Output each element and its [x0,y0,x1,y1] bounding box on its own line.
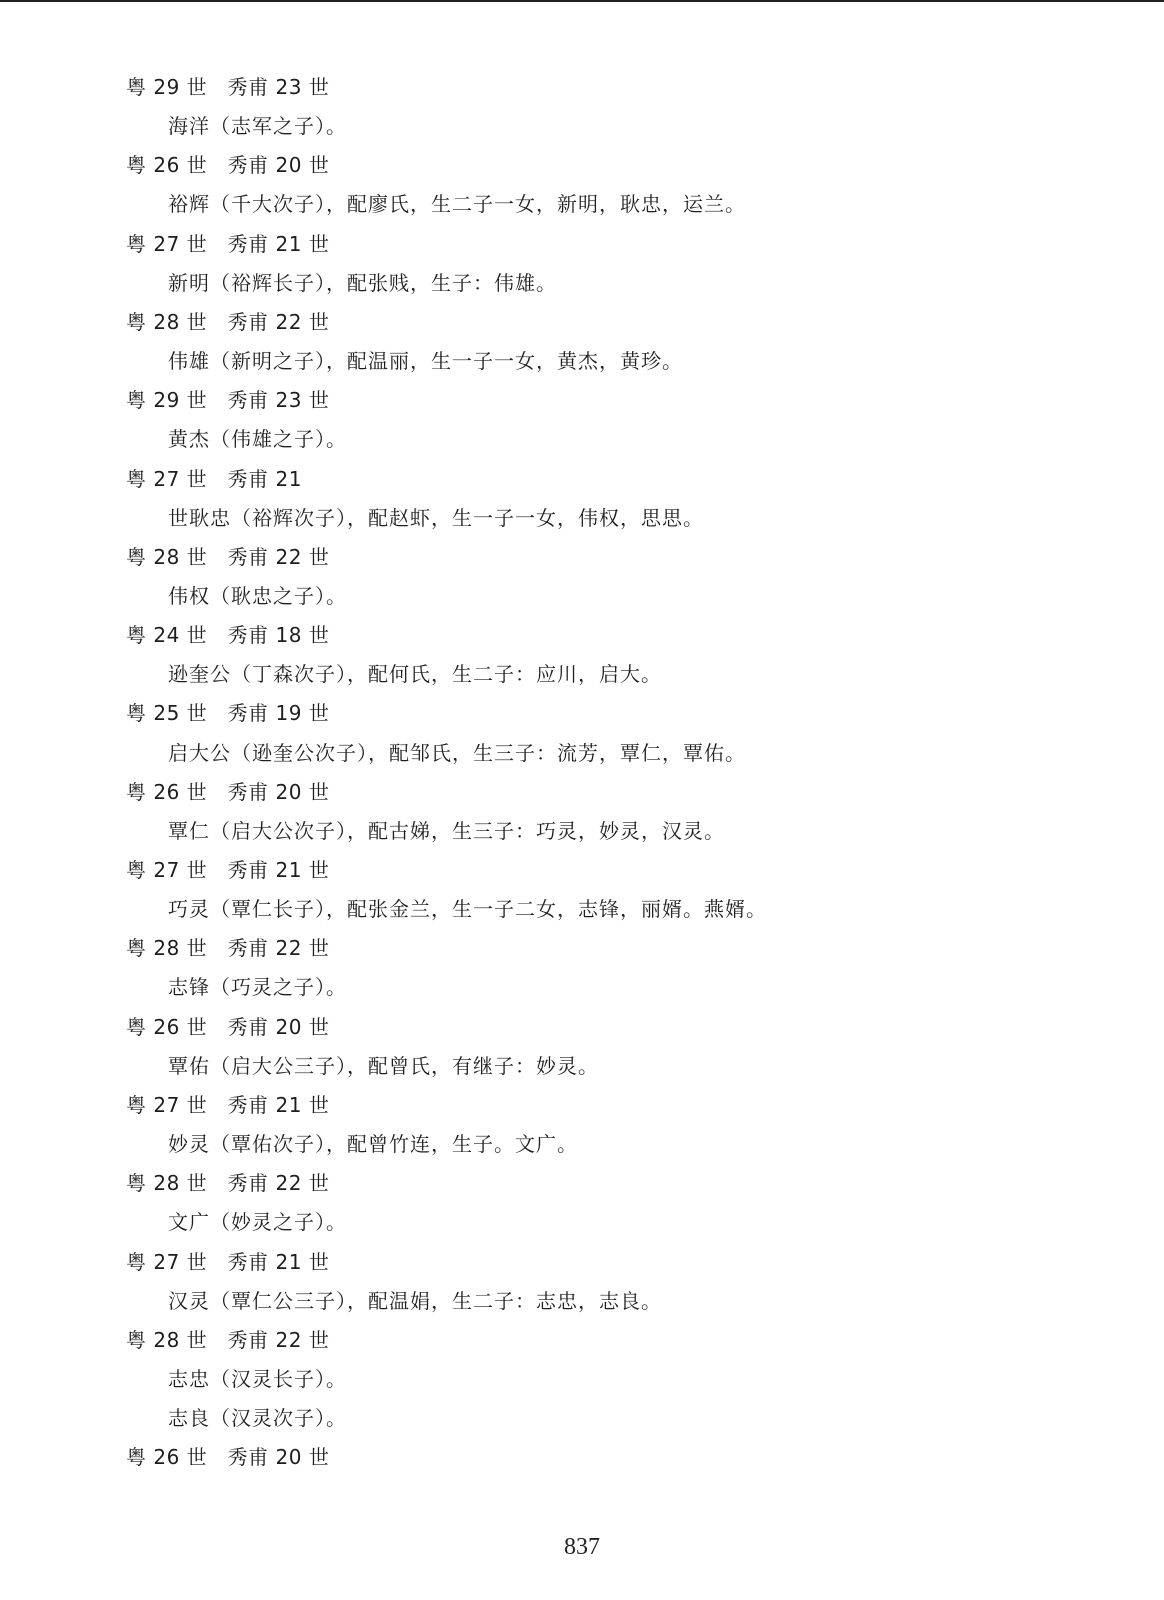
lineage-entry: 海洋（志军之子）。 [168,114,347,139]
lineage-entry: 启大公（逊奎公次子），配邹氏，生三子：流芳，覃仁，覃佑。 [168,740,746,765]
generation-heading: 粤 27 世 秀甫 21 世 [126,858,330,882]
lineage-entry: 裕辉（千大次子），配廖氏，生二子一女，新明，耿忠，运兰。 [168,192,746,217]
page-number: 837 [564,1534,600,1560]
generation-heading: 粤 29 世 秀甫 23 世 [126,75,330,99]
generation-heading: 粤 27 世 秀甫 21 世 [126,1249,330,1274]
lineage-entry: 巧灵（覃仁长子），配张金兰，生一子二女，志锋，丽婿。燕婿。 [168,897,767,922]
generation-heading: 粤 26 世 秀甫 20 世 [126,1014,330,1039]
generation-heading: 粤 29 世 秀甫 23 世 [126,388,330,413]
lineage-entry: 伟权（耿忠之子）。 [168,584,347,608]
generation-heading: 粤 26 世 秀甫 20 世 [126,153,330,178]
lineage-entry: 文广（妙灵之子）。 [168,1210,347,1235]
generation-heading: 粤 27 世 秀甫 21 世 [126,1092,330,1117]
top-border-rule [0,0,1164,2]
generation-heading: 粤 28 世 秀甫 22 世 [126,1171,330,1196]
generation-heading: 粤 26 世 秀甫 20 世 [126,779,330,804]
lineage-entry: 志良（汉灵次子）。 [168,1406,347,1431]
lineage-entry: 逊奎公（丁森次子），配何氏，生二子：应川，启大。 [168,662,662,687]
lineage-entry: 世耿忠（裕辉次子），配赵虾，生一子一女，伟权，思思。 [168,505,704,530]
generation-heading: 粤 24 世 秀甫 18 世 [126,623,330,648]
generation-heading: 粤 27 世 秀甫 21 [126,466,302,491]
generation-heading: 粤 28 世 秀甫 22 世 [126,309,330,334]
lineage-entry: 妙灵（覃佑次子），配曾竹连，生子。文广。 [168,1132,578,1156]
generation-heading: 粤 26 世 秀甫 20 世 [126,1445,330,1470]
generation-heading: 粤 28 世 秀甫 22 世 [126,936,330,961]
lineage-entry: 覃佑（启大公三子），配曾氏，有继子：妙灵。 [168,1053,599,1078]
generation-heading: 粤 27 世 秀甫 21 世 [126,231,330,256]
lineage-entry: 新明（裕辉长子），配张贱，生子：伟雄。 [168,270,557,295]
generation-heading: 粤 28 世 秀甫 22 世 [126,544,330,569]
lineage-entry: 黄杰（伟雄之子）。 [168,427,347,452]
generation-heading: 粤 28 世 秀甫 22 世 [126,1327,330,1352]
lineage-entry: 志忠（汉灵长子）。 [168,1367,347,1391]
lineage-entry: 伟雄（新明之子），配温丽，生一子一女，黄杰，黄珍。 [168,349,683,374]
lineage-entry: 覃仁（启大公次子），配古娣，生三子：巧灵，妙灵，汉灵。 [168,818,725,843]
lineage-entry: 志锋（巧灵之子）。 [168,975,347,1000]
lineage-entry: 汉灵（覃仁公三子），配温娟，生二子：志忠，志良。 [168,1288,662,1313]
generation-heading: 粤 25 世 秀甫 19 世 [126,701,330,726]
